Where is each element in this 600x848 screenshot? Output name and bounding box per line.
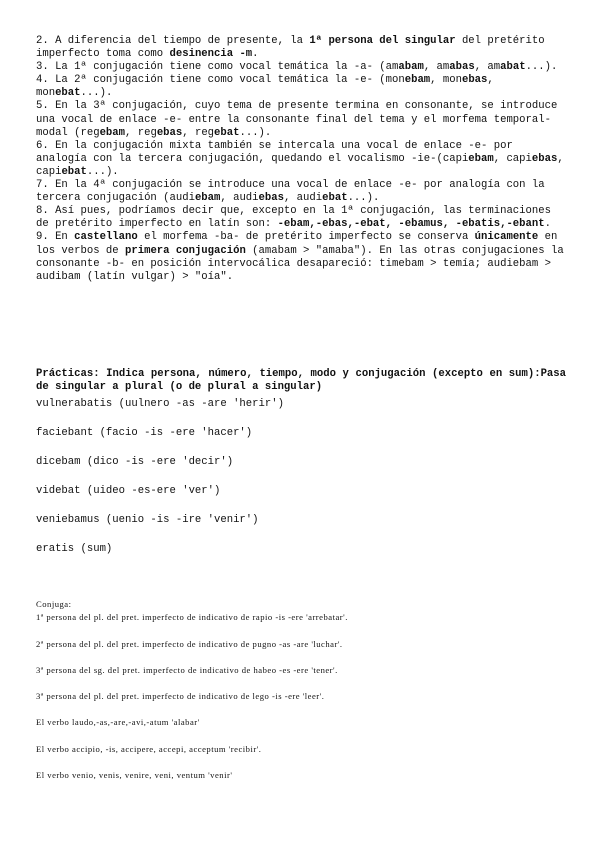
note-bold: abam bbox=[398, 61, 424, 74]
note-text: (amabam > "amaba"). En las otras conjugaciones la consonante -b- en posición intervocálica desapareció: timebam > temía; audiebam > audibam (latín vulgar) > "oía". bbox=[36, 244, 564, 283]
conjuga-item: 3ª persona del pl. del pret. imperfecto de indicativo de lego -is -ere 'leer'. bbox=[36, 691, 325, 701]
note-bold: ebat bbox=[61, 165, 87, 178]
note-text: ...). bbox=[239, 126, 272, 139]
note-bold: ebas bbox=[461, 74, 488, 87]
note-text: 7. En la 4ª conjugación se introduce una vocal de enlace -e- por analogía con la tercera conjugación (audi bbox=[36, 179, 545, 205]
note-text: ...). bbox=[347, 192, 380, 205]
note-bold: únicamente bbox=[474, 231, 539, 244]
note-8 bbox=[36, 205, 566, 231]
note-6 bbox=[36, 140, 566, 179]
note-bold: ebam bbox=[404, 74, 431, 87]
note-bold: ebam bbox=[99, 126, 126, 139]
note-bold: ebas bbox=[258, 192, 284, 205]
conjuga-item: El verbo laudo,-as,-are,-avi,-atum 'alabar' bbox=[36, 717, 200, 727]
note-bold: -ebam,-ebas,-ebat, -ebamus, -ebatis,-ebant bbox=[277, 218, 545, 231]
note-text: del pretérito imperfecto toma como bbox=[36, 35, 545, 61]
note-text: , capi bbox=[493, 152, 532, 165]
note-9 bbox=[36, 231, 566, 283]
grammar-notes bbox=[36, 35, 566, 284]
note-text: 4. La 2ª conjugación tiene como vocal temática la -e- (mon bbox=[36, 74, 405, 87]
note-text: ...). bbox=[80, 87, 113, 100]
exercise-item: faciebant (facio -is -ere 'hacer') bbox=[36, 427, 253, 439]
note-bold: ebat bbox=[322, 192, 348, 205]
note-text: , mon bbox=[36, 74, 494, 100]
note-text: 2. A diferencia del tiempo de presente, la bbox=[36, 35, 310, 47]
note-bold: 1ª persona del singular bbox=[309, 35, 456, 47]
practicas-title-text: Prácticas: Indica persona, número, tiempo, modo y conjugación (excepto en sum):Pasa de singular a plural (o de plural a singular) bbox=[36, 368, 566, 394]
note-text: ...). bbox=[525, 61, 558, 74]
conjuga-item: 1ª persona del pl. del pret. imperfecto de indicativo de rapio -is -ere 'arrebatar'. bbox=[36, 612, 348, 622]
note-bold: ebas bbox=[156, 126, 183, 139]
note-bold: desinencia -m bbox=[169, 48, 253, 61]
note-text: , reg bbox=[125, 126, 157, 139]
note-bold: castellano bbox=[74, 231, 138, 244]
exercise-item: dicebam (dico -is -ere 'decir') bbox=[36, 456, 234, 468]
note-3 bbox=[36, 61, 566, 74]
note-text: , audi bbox=[283, 192, 323, 205]
practicas-title bbox=[36, 368, 566, 394]
exercise-item: veniebamus (uenio -is -ire 'venir') bbox=[36, 514, 259, 526]
practicas-heading bbox=[36, 368, 566, 394]
note-text: , capi bbox=[36, 152, 564, 178]
note-text: , am bbox=[423, 61, 450, 74]
note-bold: ebat bbox=[214, 126, 240, 139]
note-text: , audi bbox=[220, 192, 259, 205]
note-bold: abat bbox=[500, 61, 526, 74]
note-text: , mon bbox=[430, 74, 462, 87]
note-bold: abas bbox=[449, 61, 475, 74]
conjuga-title: Conjuga: bbox=[36, 599, 72, 609]
note-bold: primera conjugación bbox=[125, 244, 246, 257]
note-text: . bbox=[252, 48, 259, 61]
note-text: , am bbox=[474, 61, 501, 74]
conjuga-item: 2ª persona del pl. del pret. imperfecto de indicativo de pugno -as -are 'luchar'. bbox=[36, 639, 343, 649]
note-text: ...). bbox=[86, 165, 119, 178]
note-text: el morfema -ba- de pretérito imperfecto se conserva bbox=[137, 231, 475, 244]
note-bold: ebas bbox=[531, 152, 558, 165]
conjuga-item: 3ª persona del sg. del pret. imperfecto de indicativo de habeo -es -ere 'tener'. bbox=[36, 665, 338, 675]
note-4 bbox=[36, 74, 566, 100]
conjuga-item: El verbo venio, venis, venire, veni, ventum 'venir' bbox=[36, 770, 233, 780]
note-text: 9. En bbox=[36, 231, 75, 244]
note-7 bbox=[36, 179, 566, 205]
note-text: , reg bbox=[182, 126, 215, 139]
exercise-item: videbat (uideo -es-ere 'ver') bbox=[36, 485, 221, 497]
note-bold: ebam bbox=[468, 152, 494, 165]
note-5 bbox=[36, 100, 566, 139]
exercise-item: eratis (sum) bbox=[36, 543, 113, 555]
note-text: en los verbos de bbox=[36, 231, 558, 257]
note-bold: ebam bbox=[194, 192, 221, 205]
note-text: 5. En la 3ª conjugación, cuyo tema de presente termina en consonante, se introduce una vocal de enlace -e- entre la consonante final del tema y el morfema temporal-modal (reg bbox=[36, 100, 558, 139]
note-text: . bbox=[544, 218, 551, 231]
note-text: 8. Así pues, podríamos decir que, excepto en la 1ª conjugación, las terminaciones de pretérito imperfecto en latín son: bbox=[36, 205, 551, 231]
exercise-item: vulnerabatis (uulnero -as -are 'herir') bbox=[36, 398, 284, 410]
note-bold: ebat bbox=[55, 87, 81, 100]
note-2 bbox=[36, 35, 566, 61]
note-text: 3. La 1ª conjugación tiene como vocal temática la -a- (am bbox=[36, 61, 399, 74]
conjuga-item: El verbo accipio, -is, accipere, accepi, acceptum 'recibir'. bbox=[36, 744, 262, 754]
note-text: 6. En la conjugación mixta también se intercala una vocal de enlace -e- por analogía con la tercera conjugación, quedando el vocalismo -ie-(capi bbox=[36, 139, 513, 165]
